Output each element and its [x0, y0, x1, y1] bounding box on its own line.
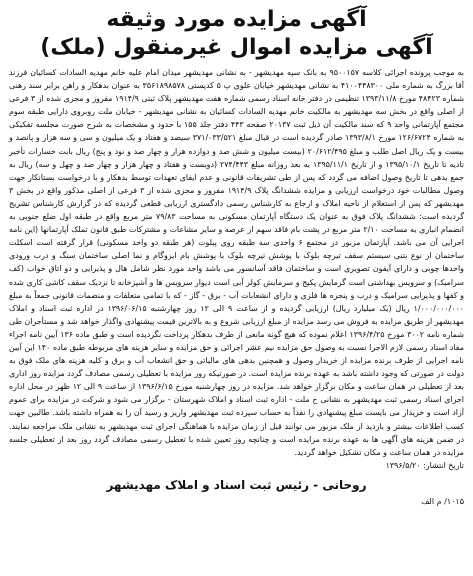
reference-code: ۱۰۱۵/ م الف — [421, 496, 464, 506]
notice-body — [9, 66, 464, 472]
notice-paragraph: به موجب پرونده اجرائی کلاسه ۹۵۰۰۱۵۷ به بانک سپه مهدیشهر - به نشانی مهدیشهر میدان امام علیه خانم مهدیه السادات کسائیان فرزند آقا بزرگ به شماره ملی ۴۱۰۰۴۴۸۳۰۰ به نشانی مهدیشهر خیابان علوی پ ۵ کدپستی ۳۵۶۱۸۹۸۵۷۸ به عنوان بدهکار و راهن برابر سند رهنی شماره ۴۸۴۲۳ مورخ ۱۳۹۳/۱۱/۸ تنظیمی در دفتر خانه اسناد رسمی شماره هفت مهدیشهر پلاک ثبتی ۱۹۱۴/۹ مفروز و مجزی شده از ۳ فرعی از اصلی واقع در بخش سه مهدیشهر به مالکیت خانم مهدیه السادات کسائیان به نشانی مهدیشهر - خیابان ملت روبروی دارایی طبقه سوم مجتمع آپارتمانی واحد ۹ که سند مالکیت آن ذیل ثبت ۲۰۱۳۷ صفحه ۴۴۳ دفتر جلد ۱۵۵ با حدود و مشخصات به شرح صورت مجلسه تفکیکی به شماره ۱۲۶/۶۷۲۴ مورخ ۱۳۹۳/۸/۱ صادر گردیده است در قبال مبلغ ۳۷۱/۰۳۳/۵۲۱ سیصد و هفتاد و یک میلیون و سی و سه هزار و پانصد و بیست و یک ریال اصل طلب و مبلغ ۲۰/۶۱۲/۴۹۵ (بیست میلیون و شش صد و دوازده هزار و چهار صد و نود و پنج) ریال بابت خسارات تأخیر تادیه تا تاریخ ۱۳۹۵/۱۰/۱ و از تاریخ ۱۳۹۵/۱۱/۱ به بعد روزانه مبلغ ۲۷۴/۴۴۳ (دویست و هفتاد و چهار هزار و چهار صد و چهل و سه) ریال به جمع بدهی تا تاریخ وصول اضافه می گردد که پس از طی تشریفات قانونی و عدم ایفای تعهدات توسط بدهکار و با درخواست بستانکار جهت وصول مطالبات خود درخواست ارزیابی و مزایده ششدانگ پلاک ۱۹۱۴/۹ مفروز و مجزی شده از ۳ فرعی از اصلی مذکور واقع در بخش ۳ مهدیشهر که پس از استعلام از ناحیه املاک و ارجاع به کارشناس رسمی دادگستری ارزیابی قطعی گردیده که در گزارش کارشناس تشریح گردیده است: ششدانگ پلاک فوق به عنوان یک دستگاه آپارتمان مسکونی به مساحت ۷۹/۸۳ متر مربع واقع در طبقه اول ضلع جنوبی به انضمام انباری به مساحت ۲/۱۰ متر مربع در پشت بام فاقد سهم از عرصه و سایر مشاعات و مشترکات طبق قانون تملک آپارتمانها (این نامه اجرایی آن می باشد. آپارتمان مزبور در مجتمع ۶ واحدی سه طبقه روی پیلوت (هر طبقه دو واحد مسکونی) قرار گرفته است اسکلت ساختمان از نوع بتنی سیستم سقف تیرچه بلوک با پوشش تیرچه بلوک با پوشش بام ایزوگام و نما اصلی ساختمان سنگ و درب ورودی واحدها چوبی و دارای آیفون تصویری است و ساختمان فاقد آسانسور می باشد واحد مورد نظر شامل هال و پذیرایی و دو اتاق خواب (کف سرامیک) و سرویس بهداشتی است گرمایش پکیج و سرمایش کولر آبی است دیوار سرویس ها و آشپزخانه تا نزدیک سقف کاشی کاری شده و کفها و پذیرایی سرامیک و درب و پنجره ها فلزی و دارای انشعابات آب - برق - گاز - که با تمامی متعلقات و منضمات قانونی جمعاً به مبلغ ۱/۰۰۰/۰۰۰/۰۰۰ ریال (یک میلیارد ریال) ارزیابی گردیده و از ساعت ۹ الی ۱۲ روز چهارشنبه ۱۳۹۶/۰۶/۱۵ در اداره ثبت اسناد و املاک مهدیشهر از طریق مزایده به فروش می رسد مزایده از مبلغ ارزیابی شروع و به بالاترین قیمت پیشنهادی واگذار خواهد شد و مستأجران طی شماره نامه ۳۰۰۲ مورخ ۱۳۹۶/۴/۲۵ اعلام نموده که هیچ گونه مانعی از طرف بدهکار پرداخت نگردیده است و طبق ماده ۱۳۶ آیین نامه اجراء مفاد اسناد رسمی لازم الاجرا نسبت به وصول حق مزایده نیم عشر اجرائی و حق مزایده و سایر هزینه های مربوطه طبق ماده ۱۴۰ این آیین نامه اجرایی از طرف برنده مزایده از خریدار وصول و همچنین بدهی های مالیاتی و حق انشعاب آب و برق و کلیه هزینه های ملک فوق به دولت در صورتی که وجود داشته باشد به عهده برنده مزایده است. در صورتیکه روز مزایده با تعطیلی رسمی مصادف گردد مزایده روز اداری بعد از تعطیلی در همان ساعت و مکان برگزار خواهد شد. مزایده در روز چهارشنبه مورخ ۱۳۹۶/۶/۱۵ از ساعت ۹ الی ۱۲ ظهر در محل اداره اجرای اسناد رسمی ثبت مهدیشهر به نشانی خ ملت - اداره ثبت اسناد و املاک شهرستان - برگزار می شود و شرکت در مزایده برای عموم آزاد است و خریدار می بایست مبلغ پیشنهادی را نقداً به حساب سپرده ثبت مهدیشهر واریز و رسید آن را به همراه داشته باشد. طالبین جهت کسب اطلاعات بیشتر و بازدید از ملک مزبور می توانند قبل از زمان مزایده با هماهنگی اجرای ثبت مهدیشهر به نشانی ملک مراجعه نمایند. در ضمن هزینه های آگهی ها به عهده برنده مزایده است و چنانچه روز تعیین شده با تعطیل رسمی مصادف گردد روز بعد از تعطیلی جلسه مزایده در همان ساعت و مکان تشکیل خواهد گردید. — [9, 68, 465, 457]
notice-subtitle: آگهی مزایده اموال غیرمنقول (ملک) — [40, 35, 433, 60]
publish-date: تاریخ انتشار: ۱۳۹۶/۵/۲۰ — [385, 460, 464, 470]
signature-line: روحانی - رئیس ثبت اسناد و املاک مهدیشهر — [106, 477, 367, 492]
notice-title: آگهی مزایده مورد وثیقه — [106, 7, 367, 32]
